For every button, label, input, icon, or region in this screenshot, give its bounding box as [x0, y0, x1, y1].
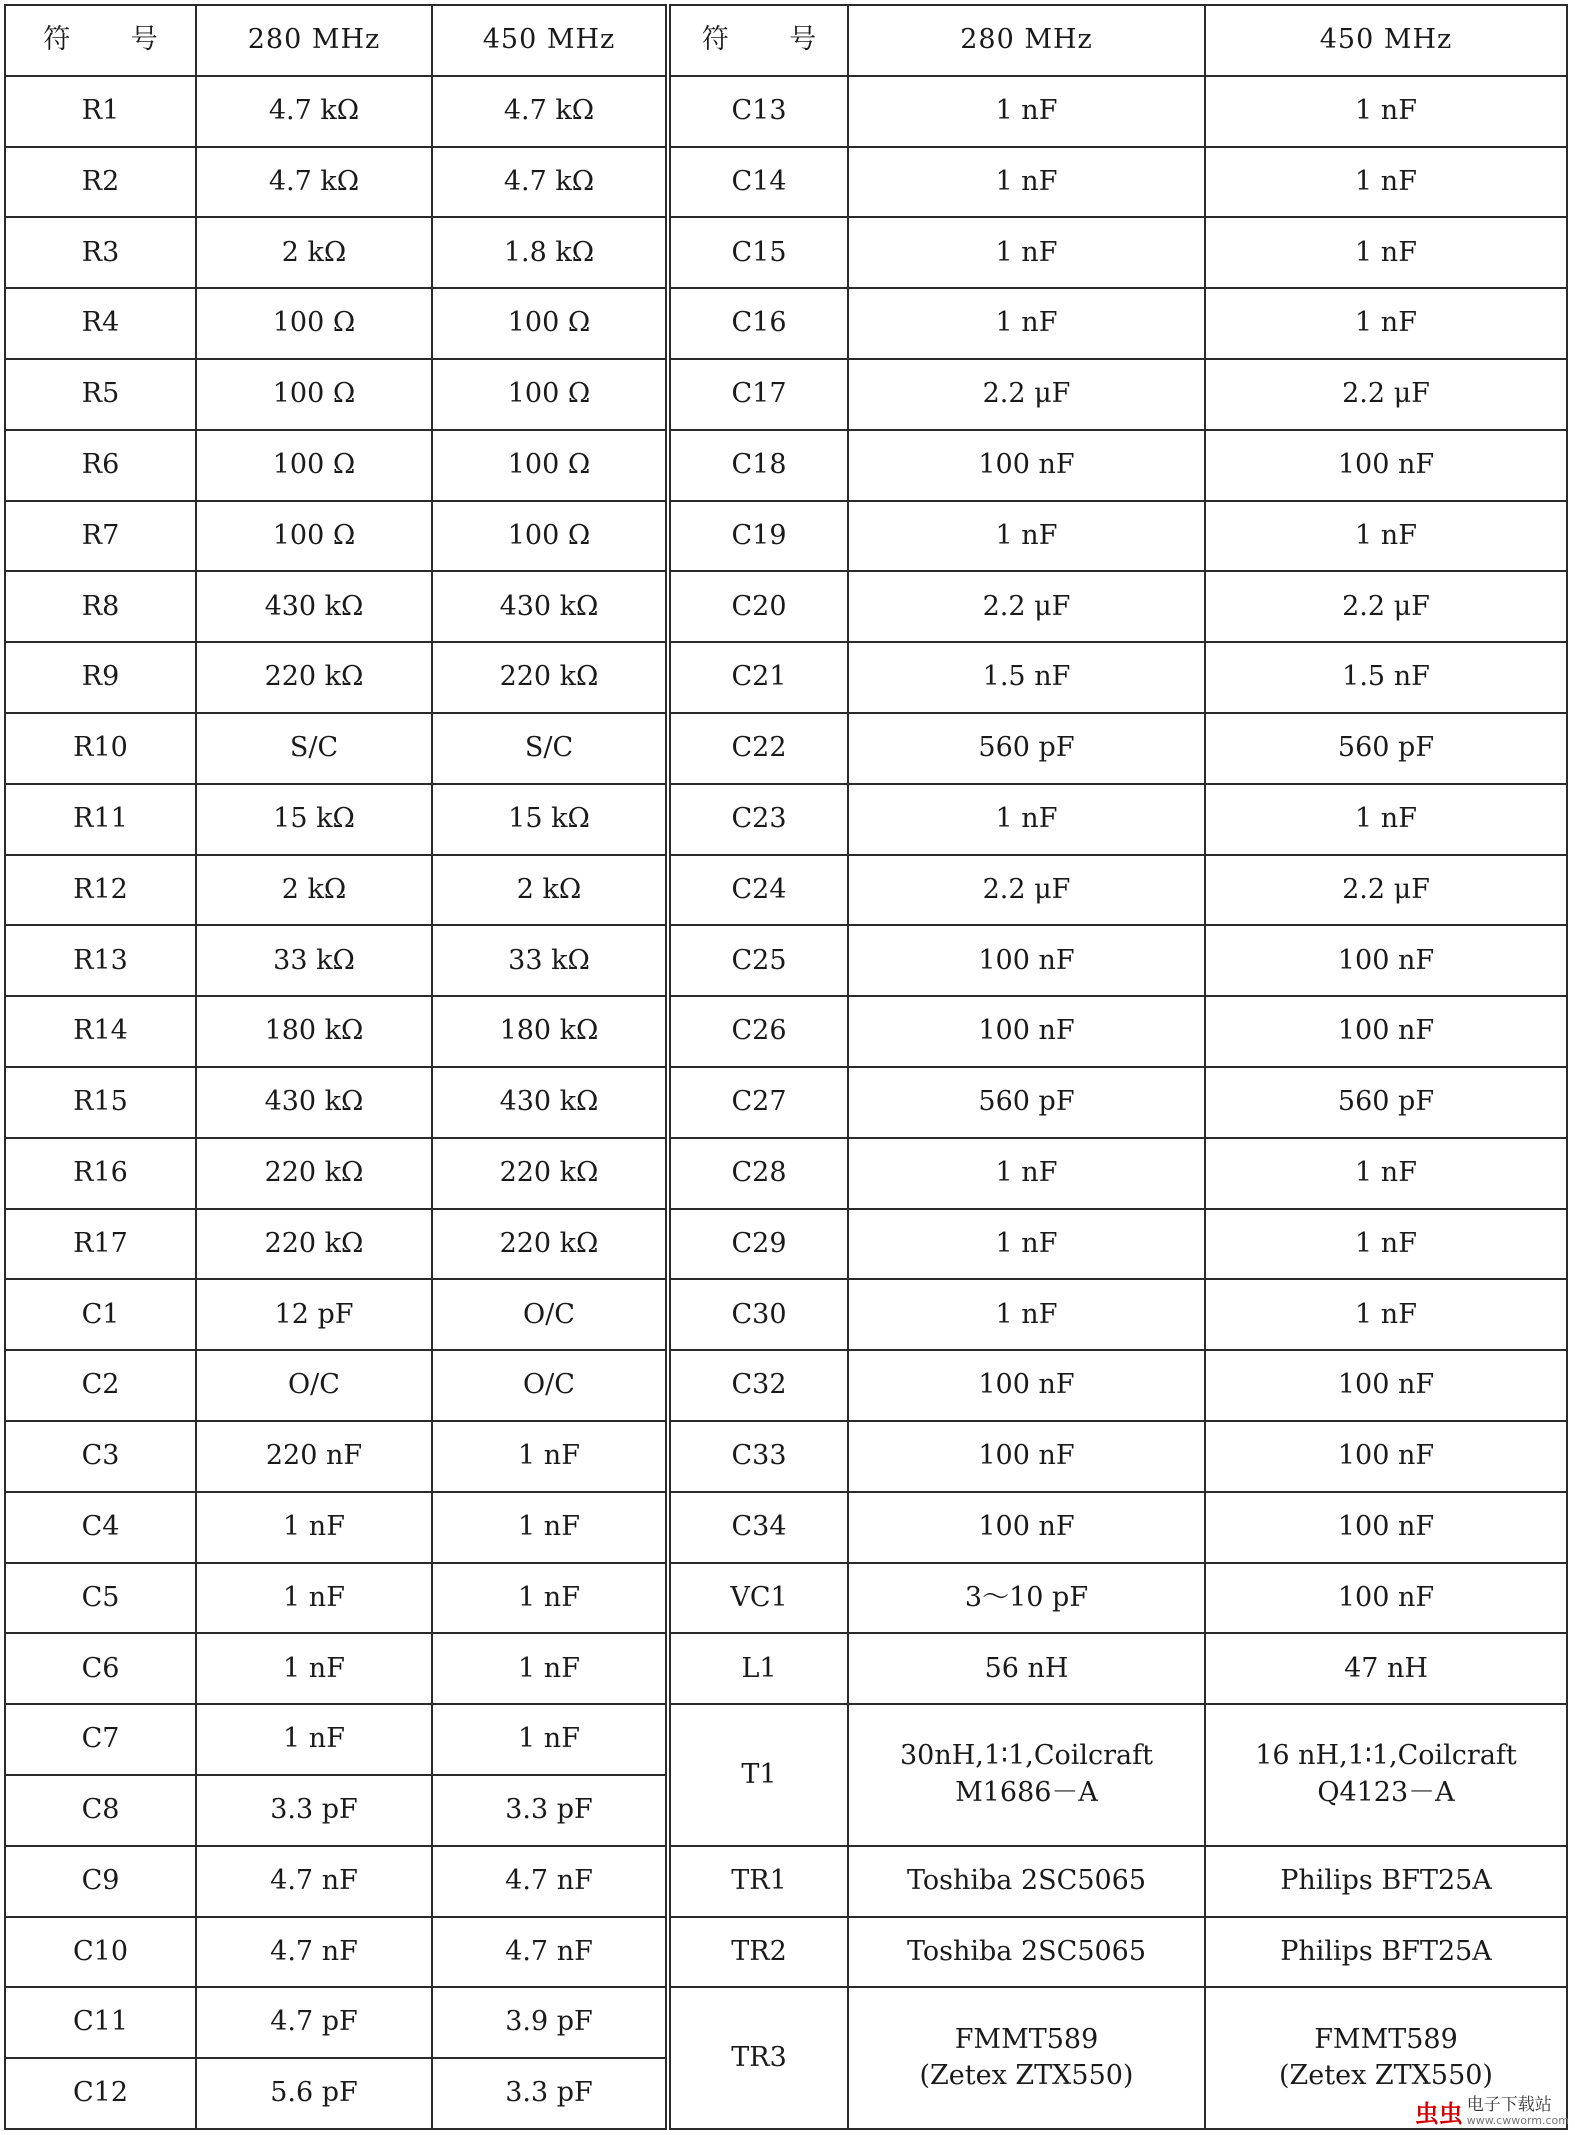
right-450mhz-cell: 2.2 μF [1205, 359, 1567, 430]
right-symbol-cell: C26 [668, 996, 848, 1067]
right-symbol-cell: C17 [668, 359, 848, 430]
header-280mhz-right: 280 MHz [848, 5, 1205, 76]
right-450mhz-cell-line: (Zetex ZTX550) [1279, 2060, 1493, 2092]
right-symbol-cell: T1 [668, 1704, 848, 1846]
table-row [5, 1350, 1567, 1421]
right-symbol-cell: VC1 [668, 1563, 848, 1634]
left-symbol-cell: C2 [5, 1350, 196, 1421]
left-280mhz-cell: 15 kΩ [196, 784, 432, 855]
right-symbol-cell: C27 [668, 1067, 848, 1138]
table-row [5, 1917, 1567, 1988]
table-row [5, 1067, 1567, 1138]
left-450mhz-cell: 1 nF [432, 1492, 668, 1563]
right-symbol-cell: C13 [668, 76, 848, 147]
right-450mhz-cell: 100 nF [1205, 430, 1567, 501]
left-symbol-cell: R6 [5, 430, 196, 501]
right-280mhz-cell: 2.2 μF [848, 359, 1205, 430]
table-row [5, 1138, 1567, 1209]
left-280mhz-cell: 430 kΩ [196, 571, 432, 642]
right-450mhz-cell: 1 nF [1205, 217, 1567, 288]
component-table-container [4, 4, 1566, 2128]
left-280mhz-cell: O/C [196, 1350, 432, 1421]
right-symbol-cell: C25 [668, 925, 848, 996]
right-symbol-cell: C15 [668, 217, 848, 288]
left-280mhz-cell: 1 nF [196, 1704, 432, 1775]
table-header-row [5, 5, 1567, 76]
left-280mhz-cell: 220 kΩ [196, 642, 432, 713]
right-symbol-cell: C29 [668, 1209, 848, 1280]
table-row [5, 359, 1567, 430]
left-450mhz-cell: 2 kΩ [432, 855, 668, 926]
right-450mhz-cell: 100 nF [1205, 1563, 1567, 1634]
right-280mhz-cell-line: 30nH,1∶1,Coilcraft [900, 1740, 1153, 1772]
right-280mhz-cell: 2.2 μF [848, 571, 1205, 642]
left-symbol-cell: C5 [5, 1563, 196, 1634]
table-row [5, 642, 1567, 713]
table-row [5, 713, 1567, 784]
left-450mhz-cell: 33 kΩ [432, 925, 668, 996]
left-450mhz-cell: S/C [432, 713, 668, 784]
header-280mhz-left: 280 MHz [196, 5, 432, 76]
right-symbol-cell: C24 [668, 855, 848, 926]
right-280mhz-cell: 56 nH [848, 1633, 1205, 1704]
right-symbol-cell: C21 [668, 642, 848, 713]
left-280mhz-cell: S/C [196, 713, 432, 784]
right-450mhz-cell: 1 nF [1205, 1138, 1567, 1209]
left-280mhz-cell: 2 kΩ [196, 217, 432, 288]
left-450mhz-cell: 430 kΩ [432, 1067, 668, 1138]
left-280mhz-cell: 220 nF [196, 1421, 432, 1492]
right-280mhz-cell: Toshiba 2SC5065 [848, 1846, 1205, 1917]
table-row [5, 288, 1567, 359]
right-280mhz-cell-line: M1686－A [955, 1776, 1098, 1808]
right-450mhz-cell: 47 nH [1205, 1633, 1567, 1704]
left-450mhz-cell: 1 nF [432, 1421, 668, 1492]
left-450mhz-cell: 1 nF [432, 1563, 668, 1634]
right-symbol-cell: C32 [668, 1350, 848, 1421]
right-280mhz-cell: 100 nF [848, 1492, 1205, 1563]
right-symbol-cell: C20 [668, 571, 848, 642]
left-symbol-cell: C3 [5, 1421, 196, 1492]
left-symbol-cell: R5 [5, 359, 196, 430]
left-symbol-cell: C8 [5, 1775, 196, 1846]
left-450mhz-cell: 15 kΩ [432, 784, 668, 855]
right-symbol-cell: L1 [668, 1633, 848, 1704]
right-450mhz-cell: 1 nF [1205, 288, 1567, 359]
right-symbol-cell: C33 [668, 1421, 848, 1492]
right-symbol-cell: C18 [668, 430, 848, 501]
left-450mhz-cell: 1 nF [432, 1704, 668, 1775]
right-symbol-cell: C19 [668, 501, 848, 572]
right-280mhz-cell: 1 nF [848, 1138, 1205, 1209]
left-280mhz-cell: 5.6 pF [196, 2058, 432, 2129]
table-row [5, 430, 1567, 501]
left-symbol-cell: R13 [5, 925, 196, 996]
left-450mhz-cell: 100 Ω [432, 501, 668, 572]
left-symbol-cell: R2 [5, 147, 196, 218]
right-280mhz-cell: 2.2 μF [848, 855, 1205, 926]
table-row [5, 217, 1567, 288]
table-row [5, 784, 1567, 855]
left-symbol-cell: R9 [5, 642, 196, 713]
table-row [5, 1492, 1567, 1563]
site-watermark [1415, 2094, 1569, 2129]
right-280mhz-cell: 1.5 nF [848, 642, 1205, 713]
left-symbol-cell: C7 [5, 1704, 196, 1775]
left-280mhz-cell: 100 Ω [196, 501, 432, 572]
right-450mhz-cell: 1 nF [1205, 501, 1567, 572]
right-280mhz-cell: 1 nF [848, 501, 1205, 572]
left-280mhz-cell: 4.7 kΩ [196, 147, 432, 218]
right-450mhz-cell: 2.2 μF [1205, 855, 1567, 926]
left-450mhz-cell: 1 nF [432, 1633, 668, 1704]
left-280mhz-cell: 100 Ω [196, 359, 432, 430]
left-450mhz-cell: 3.3 pF [432, 2058, 668, 2129]
left-280mhz-cell: 220 kΩ [196, 1138, 432, 1209]
table-row [5, 76, 1567, 147]
left-280mhz-cell: 430 kΩ [196, 1067, 432, 1138]
left-280mhz-cell: 4.7 nF [196, 1917, 432, 1988]
table-row [5, 147, 1567, 218]
left-280mhz-cell: 4.7 nF [196, 1846, 432, 1917]
left-symbol-cell: R15 [5, 1067, 196, 1138]
right-280mhz-cell: 100 nF [848, 430, 1205, 501]
right-280mhz-cell: 560 pF [848, 713, 1205, 784]
right-450mhz-cell-line: 16 nH,1∶1,Coilcraft [1255, 1740, 1517, 1772]
left-symbol-cell: R3 [5, 217, 196, 288]
left-symbol-cell: R14 [5, 996, 196, 1067]
left-symbol-cell: C12 [5, 2058, 196, 2129]
left-280mhz-cell: 220 kΩ [196, 1209, 432, 1280]
table-row [5, 1421, 1567, 1492]
table-row [5, 996, 1567, 1067]
left-450mhz-cell: 100 Ω [432, 430, 668, 501]
right-450mhz-cell: 1 nF [1205, 1279, 1567, 1350]
left-450mhz-cell: 180 kΩ [432, 996, 668, 1067]
right-symbol-cell: C22 [668, 713, 848, 784]
right-450mhz-cell: 100 nF [1205, 996, 1567, 1067]
right-symbol-cell: C34 [668, 1492, 848, 1563]
left-280mhz-cell: 4.7 kΩ [196, 76, 432, 147]
right-symbol-cell: C28 [668, 1138, 848, 1209]
left-450mhz-cell: O/C [432, 1279, 668, 1350]
right-280mhz-cell: 100 nF [848, 996, 1205, 1067]
right-450mhz-cell: 560 pF [1205, 1067, 1567, 1138]
right-450mhz-cell: Philips BFT25A [1205, 1917, 1567, 1988]
header-450mhz-left: 450 MHz [432, 5, 668, 76]
left-symbol-cell: R12 [5, 855, 196, 926]
watermark-url: www.cwworm.com [1466, 2113, 1569, 2127]
left-symbol-cell: C10 [5, 1917, 196, 1988]
left-280mhz-cell: 4.7 pF [196, 1987, 432, 2058]
left-symbol-cell: C6 [5, 1633, 196, 1704]
left-280mhz-cell: 1 nF [196, 1563, 432, 1634]
left-450mhz-cell: 430 kΩ [432, 571, 668, 642]
left-450mhz-cell: 4.7 nF [432, 1917, 668, 1988]
left-280mhz-cell: 2 kΩ [196, 855, 432, 926]
left-450mhz-cell: 220 kΩ [432, 1209, 668, 1280]
left-450mhz-cell: 100 Ω [432, 359, 668, 430]
right-280mhz-cell: 1 nF [848, 1209, 1205, 1280]
right-symbol-cell: TR2 [668, 1917, 848, 1988]
left-symbol-cell: C1 [5, 1279, 196, 1350]
left-symbol-cell: R17 [5, 1209, 196, 1280]
right-450mhz-cell-line: FMMT589 [1314, 2023, 1458, 2055]
right-280mhz-cell: 1 nF [848, 147, 1205, 218]
left-450mhz-cell: 4.7 kΩ [432, 147, 668, 218]
left-450mhz-cell: 100 Ω [432, 288, 668, 359]
right-280mhz-cell: 3～10 pF [848, 1563, 1205, 1634]
left-symbol-cell: R16 [5, 1138, 196, 1209]
left-symbol-cell: R11 [5, 784, 196, 855]
right-symbol-cell: C30 [668, 1279, 848, 1350]
table-row [5, 925, 1567, 996]
left-450mhz-cell: 4.7 kΩ [432, 76, 668, 147]
right-450mhz-cell [1205, 1704, 1567, 1846]
header-symbol-right: 符 号 [668, 5, 848, 76]
left-450mhz-cell: 220 kΩ [432, 1138, 668, 1209]
left-280mhz-cell: 3.3 pF [196, 1775, 432, 1846]
right-450mhz-cell-line: Q4123－A [1317, 1776, 1455, 1808]
right-280mhz-cell: 100 nF [848, 1421, 1205, 1492]
right-280mhz-cell: 1 nF [848, 217, 1205, 288]
right-280mhz-cell: 1 nF [848, 288, 1205, 359]
table-row [5, 855, 1567, 926]
left-280mhz-cell: 100 Ω [196, 430, 432, 501]
component-values-table [4, 4, 1568, 2130]
right-280mhz-cell: 1 nF [848, 1279, 1205, 1350]
right-450mhz-cell: 100 nF [1205, 1492, 1567, 1563]
header-450mhz-right: 450 MHz [1205, 5, 1567, 76]
left-symbol-cell: R7 [5, 501, 196, 572]
left-450mhz-cell: 3.9 pF [432, 1987, 668, 2058]
table-row [5, 1987, 1567, 2058]
right-280mhz-cell: Toshiba 2SC5065 [848, 1917, 1205, 1988]
right-280mhz-cell: 1 nF [848, 784, 1205, 855]
right-450mhz-cell: 100 nF [1205, 1350, 1567, 1421]
right-symbol-cell: TR1 [668, 1846, 848, 1917]
left-280mhz-cell: 1 nF [196, 1633, 432, 1704]
right-450mhz-cell: 1 nF [1205, 76, 1567, 147]
left-symbol-cell: R10 [5, 713, 196, 784]
table-row [5, 1846, 1567, 1917]
right-symbol-cell: C14 [668, 147, 848, 218]
left-symbol-cell: C4 [5, 1492, 196, 1563]
right-280mhz-cell: 1 nF [848, 76, 1205, 147]
right-450mhz-cell: 100 nF [1205, 925, 1567, 996]
watermark-logo: 虫虫 [1414, 2100, 1463, 2128]
right-280mhz-cell: 100 nF [848, 925, 1205, 996]
left-450mhz-cell: 4.7 nF [432, 1846, 668, 1917]
header-symbol-left: 符 号 [5, 5, 196, 76]
right-280mhz-cell [848, 1987, 1205, 2129]
table-row [5, 1209, 1567, 1280]
right-450mhz-cell: 560 pF [1205, 713, 1567, 784]
right-symbol-cell: TR3 [668, 1987, 848, 2129]
right-450mhz-cell: 1.5 nF [1205, 642, 1567, 713]
left-280mhz-cell: 100 Ω [196, 288, 432, 359]
right-280mhz-cell-line: FMMT589 [954, 2023, 1099, 2055]
left-280mhz-cell: 1 nF [196, 1492, 432, 1563]
left-450mhz-cell: O/C [432, 1350, 668, 1421]
watermark-text: 电子下载站 [1466, 2095, 1552, 2116]
right-450mhz-cell: 100 nF [1205, 1421, 1567, 1492]
left-symbol-cell: C9 [5, 1846, 196, 1917]
right-450mhz-cell: 1 nF [1205, 147, 1567, 218]
right-280mhz-cell: 100 nF [848, 1350, 1205, 1421]
left-450mhz-cell: 3.3 pF [432, 1775, 668, 1846]
left-symbol-cell: R4 [5, 288, 196, 359]
left-symbol-cell: R1 [5, 76, 196, 147]
left-280mhz-cell: 33 kΩ [196, 925, 432, 996]
right-450mhz-cell: Philips BFT25A [1205, 1846, 1567, 1917]
right-280mhz-cell: 560 pF [848, 1067, 1205, 1138]
right-450mhz-cell: 1 nF [1205, 1209, 1567, 1280]
left-450mhz-cell: 220 kΩ [432, 642, 668, 713]
table-row [5, 1633, 1567, 1704]
left-symbol-cell: C11 [5, 1987, 196, 2058]
right-symbol-cell: C16 [668, 288, 848, 359]
left-symbol-cell: R8 [5, 571, 196, 642]
left-280mhz-cell: 180 kΩ [196, 996, 432, 1067]
right-symbol-cell: C23 [668, 784, 848, 855]
table-row [5, 1563, 1567, 1634]
left-280mhz-cell: 12 pF [196, 1279, 432, 1350]
right-450mhz-cell: 2.2 μF [1205, 571, 1567, 642]
table-row [5, 501, 1567, 572]
table-row [5, 571, 1567, 642]
right-450mhz-cell: 1 nF [1205, 784, 1567, 855]
table-row [5, 1279, 1567, 1350]
table-row [5, 1704, 1567, 1775]
left-450mhz-cell: 1.8 kΩ [432, 217, 668, 288]
right-280mhz-cell-line: (Zetex ZTX550) [919, 2060, 1134, 2092]
right-280mhz-cell [848, 1704, 1205, 1846]
